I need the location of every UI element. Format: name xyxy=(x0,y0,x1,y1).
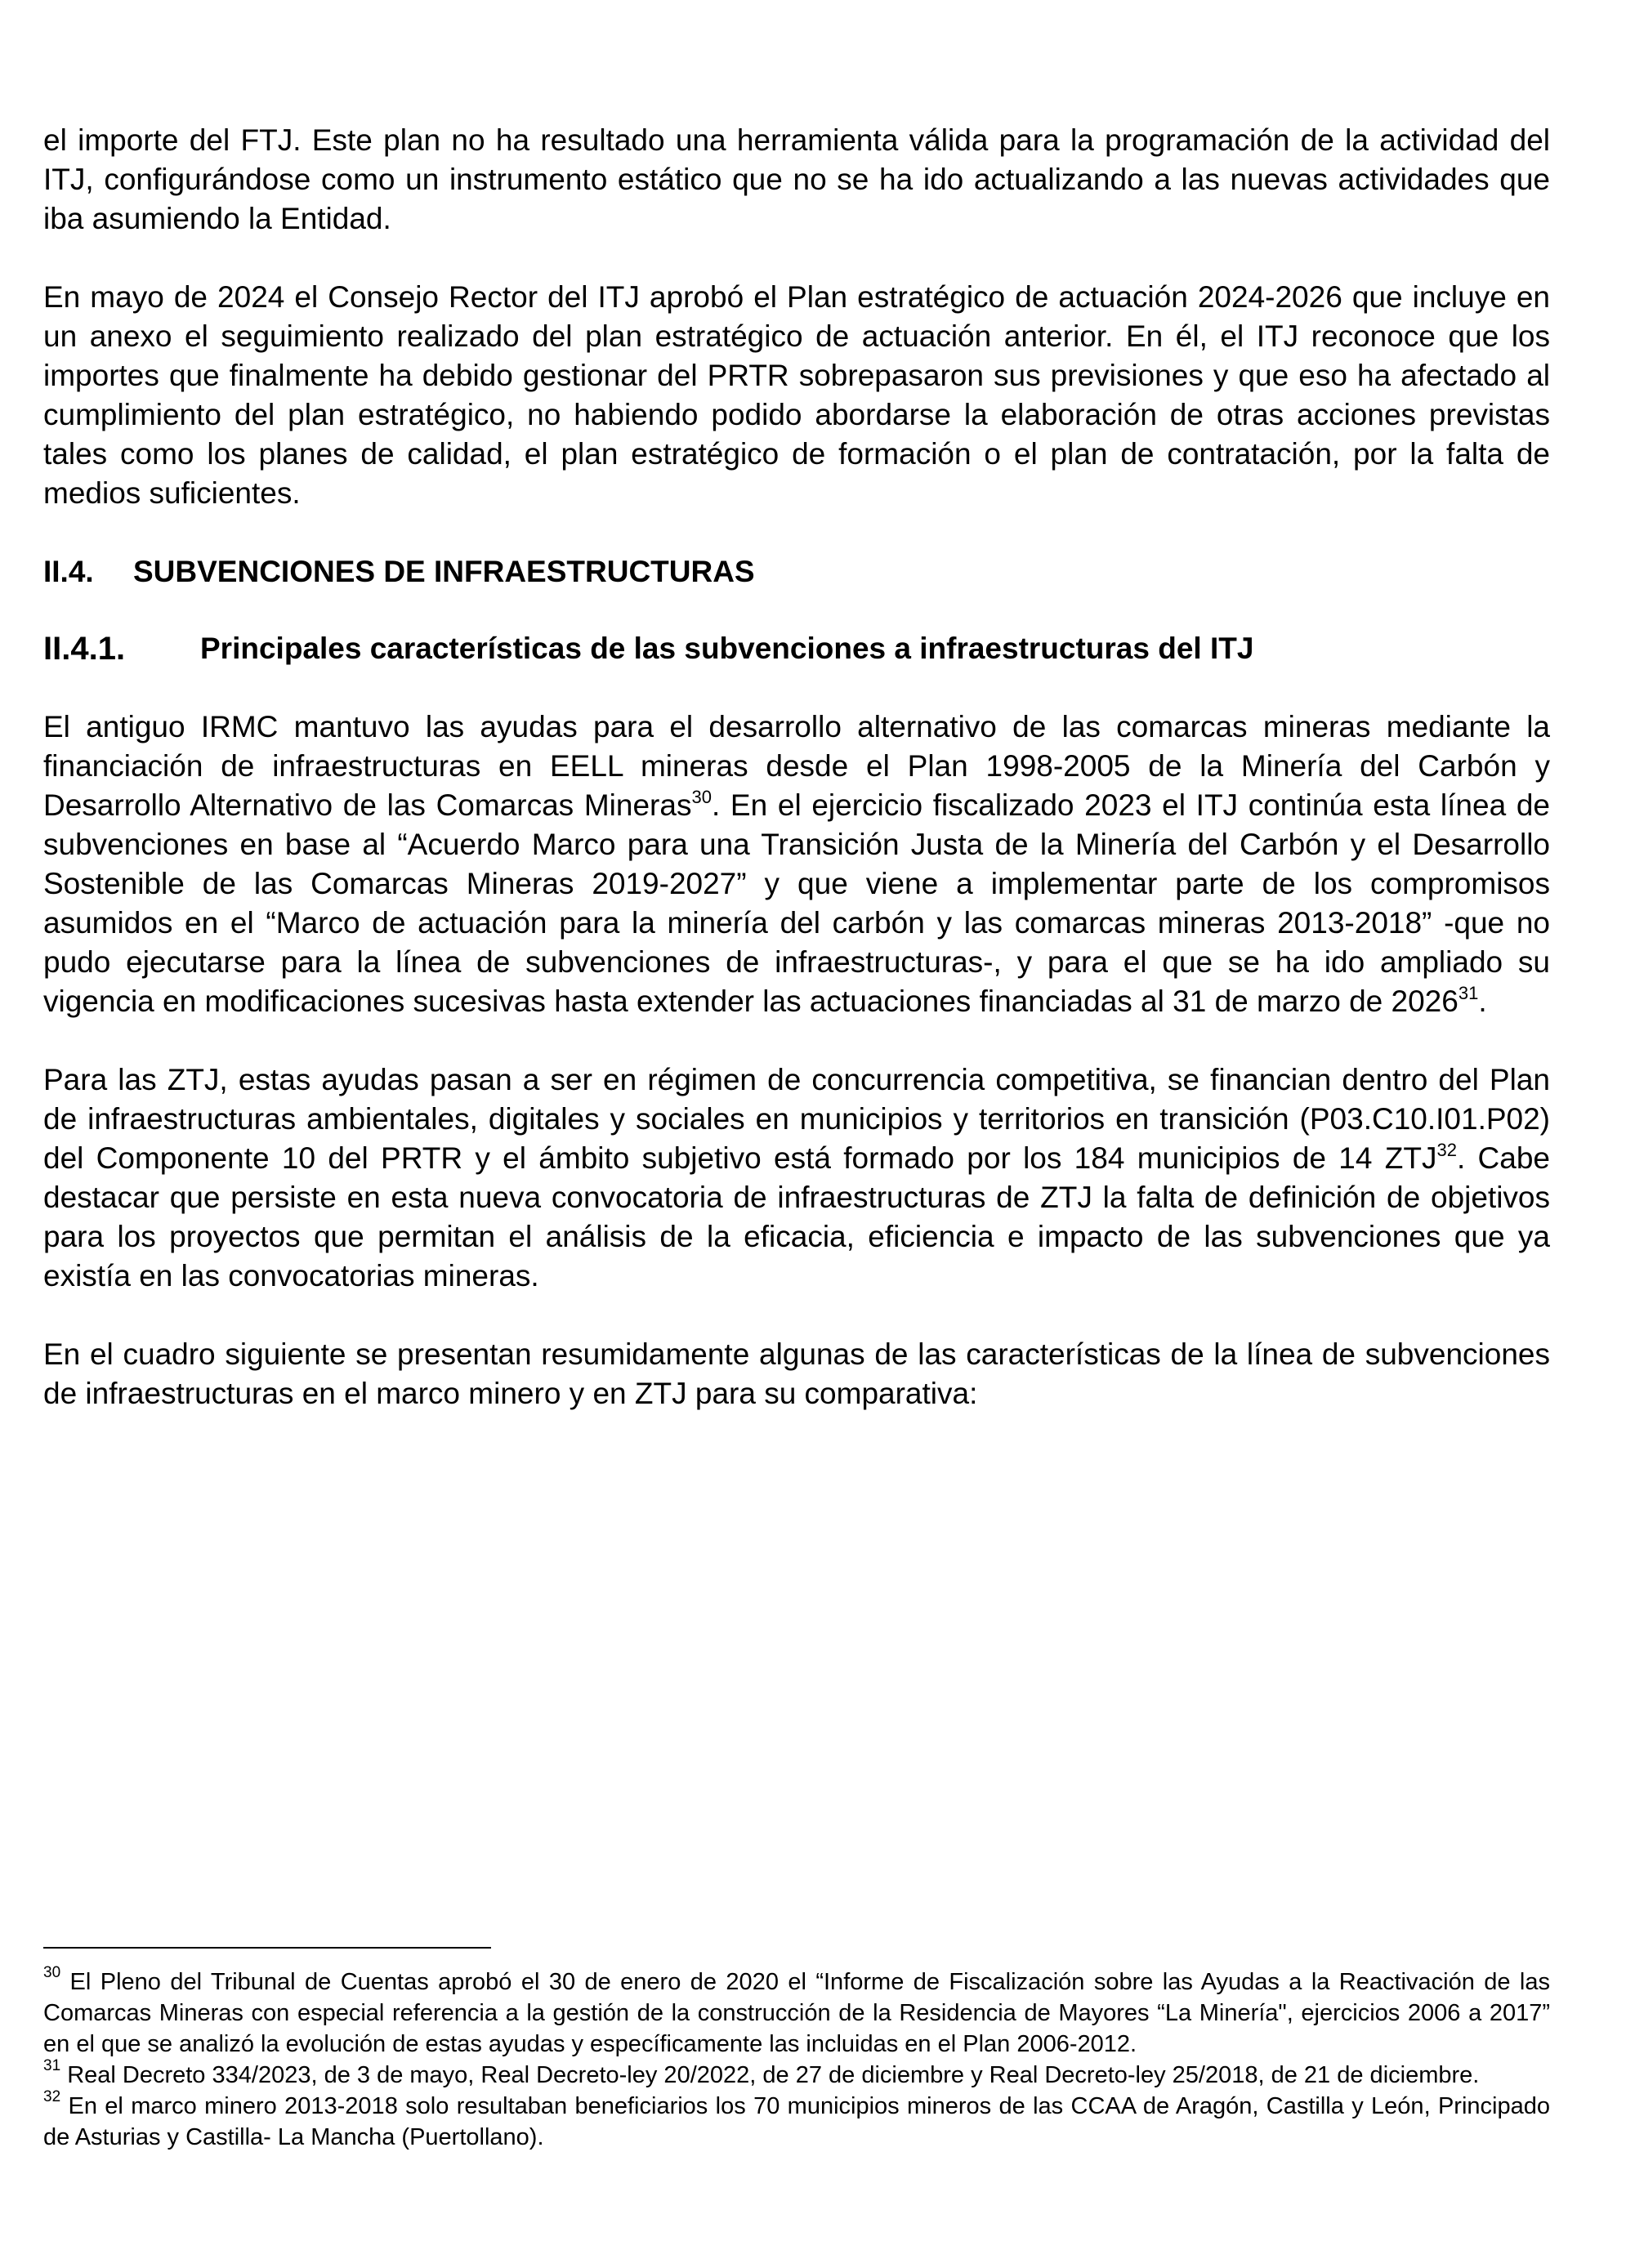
footnote-ref[interactable]: 30 xyxy=(691,786,712,807)
footnote-ref[interactable]: 31 xyxy=(1458,982,1479,1003)
paragraph-text: . Cabe destacar que persiste en esta nueva convocatoria de infraestructuras de ZTJ la falta de definición de objetivos para los proyectos que permitan el análisis de la eficacia, eficiencia e impacto de las subvenciones que ya existía en las convocatorias mineras. xyxy=(43,1141,1550,1292)
paragraph-strategic-plan-2024: En mayo de 2024 el Consejo Rector del ITJ aprobó el Plan estratégico de actuación 2024-2026 que incluye en un anexo el seguimiento realizado del plan estratégico de actuación anterior. En él, el ITJ reconoce que los importes que finalmente ha debido gestionar del PRTR sobrepasaron sus previsiones y que eso ha afectado al cumplimiento del plan estratégico, no habiendo podido abordarse la elaboración de otras acciones previstas tales como los planes de calidad, el plan estratégico de formación o el plan de contratación, por la falta de medios suficientes. xyxy=(43,280,1550,510)
document-page xyxy=(43,121,1550,1413)
subsection-number: II.4.1. xyxy=(43,631,126,667)
paragraph-table-intro: En el cuadro siguiente se presentan resumidamente algunas de las características de la línea de subvenciones de infraestructuras en el marco minero y en ZTJ para su comparativa: xyxy=(43,1337,1550,1410)
paragraph-spacer xyxy=(43,513,1550,552)
section-number: II.4. xyxy=(43,555,94,588)
paragraph-text: . En el ejercicio fiscalizado 2023 el ITJ continúa esta línea de subvenciones en base al “Acuerdo Marco para una Transición Justa de la Minería del Carbón y el Desarrollo Sostenible de las Comarcas Mineras 2019-2027” y que viene a implementar parte de los compromisos asumidos en el “Marco de actuación para la minería del carbón y las comarcas mineras 2013-2018” -que no pudo ejecutarse para la línea de subvenciones de infraestructuras-, y para el que se ha ido ampliado su vigencia en modificaciones sucesivas hasta extender las actuaciones financiadas al 31 de marzo de 2026 xyxy=(43,788,1550,1018)
footnote-number: 30 xyxy=(43,1964,61,1982)
paragraph-spacer xyxy=(43,1021,1550,1060)
paragraph-ztj-aid xyxy=(43,1060,1550,1296)
heading-spacer xyxy=(43,592,1550,629)
section-heading xyxy=(43,552,1550,592)
subsection-heading xyxy=(43,629,1550,668)
footnote-separator xyxy=(43,1947,491,1949)
paragraph-spacer xyxy=(43,239,1550,278)
footnote-text: El Pleno del Tribunal de Cuentas aprobó el 30 de enero de 2020 el “Informe de Fiscalización sobre las Ayudas a la Reactivación de las Comarcas Mineras con especial referencia a la gestión de la construcción de la Residencia de Mayores “La Minería", ejercicios 2006 a 2017” en el que se analizó la evolución de estas ayudas y específicamente las incluidas en el Plan 2006-2012. xyxy=(43,1969,1550,2057)
footnote-text: En el marco minero 2013-2018 solo resultaban beneficiarios los 70 municipios mineros de las CCAA de Aragón, Castilla y León, Principado de Asturias y Castilla- La Mancha (Puertollano). xyxy=(43,2093,1550,2150)
footnote-30 xyxy=(43,1964,1550,2060)
footnote-ref[interactable]: 32 xyxy=(1436,1139,1457,1160)
paragraph-text: . xyxy=(1478,984,1487,1018)
paragraph-text: El antiguo IRMC mantuvo las ayudas para el desarrollo alternativo de las comarcas mineras mediante la financiación de infraestructuras en EELL mineras desde el Plan 1998-2005 de la Minería del Carbón y Desarrollo Alternativo de las Comarcas Mineras xyxy=(43,710,1550,822)
subsection-title: Principales características de las subvenciones a infraestructuras del ITJ xyxy=(200,632,1254,665)
paragraph-text: Para las ZTJ, estas ayudas pasan a ser en régimen de concurrencia competitiva, se financian dentro del Plan de infraestructuras ambientales, digitales y sociales en municipios y territorios en transición (P03.C10.I01.P02) del Componente 10 del PRTR y el ámbito subjetivo está formado por los 184 municipios de 14 ZTJ xyxy=(43,1063,1550,1175)
footnote-number: 31 xyxy=(43,2057,61,2075)
paragraph-spacer xyxy=(43,1296,1550,1335)
footnote-text: Real Decreto 334/2023, de 3 de mayo, Real Decreto-ley 20/2022, de 27 de diciembre y Real Decreto-ley 25/2018, de 21 de diciembre. xyxy=(60,2062,1480,2088)
footnote-31 xyxy=(43,2057,1550,2091)
heading-spacer xyxy=(43,668,1550,708)
section-title: SUBVENCIONES DE INFRAESTRUCTURAS xyxy=(133,555,755,588)
footnote-number: 32 xyxy=(43,2088,61,2106)
paragraph-plan-validity: el importe del FTJ. Este plan no ha resultado una herramienta válida para la programación de la actividad del ITJ, configurándose como un instrumento estático que no se ha ido actualizando a las nuevas actividades que iba asumiendo la Entidad. xyxy=(43,123,1550,235)
footnotes-section xyxy=(43,1947,1550,2153)
footnote-32 xyxy=(43,2088,1550,2153)
paragraph-irmc-infrastructure xyxy=(43,708,1550,1021)
